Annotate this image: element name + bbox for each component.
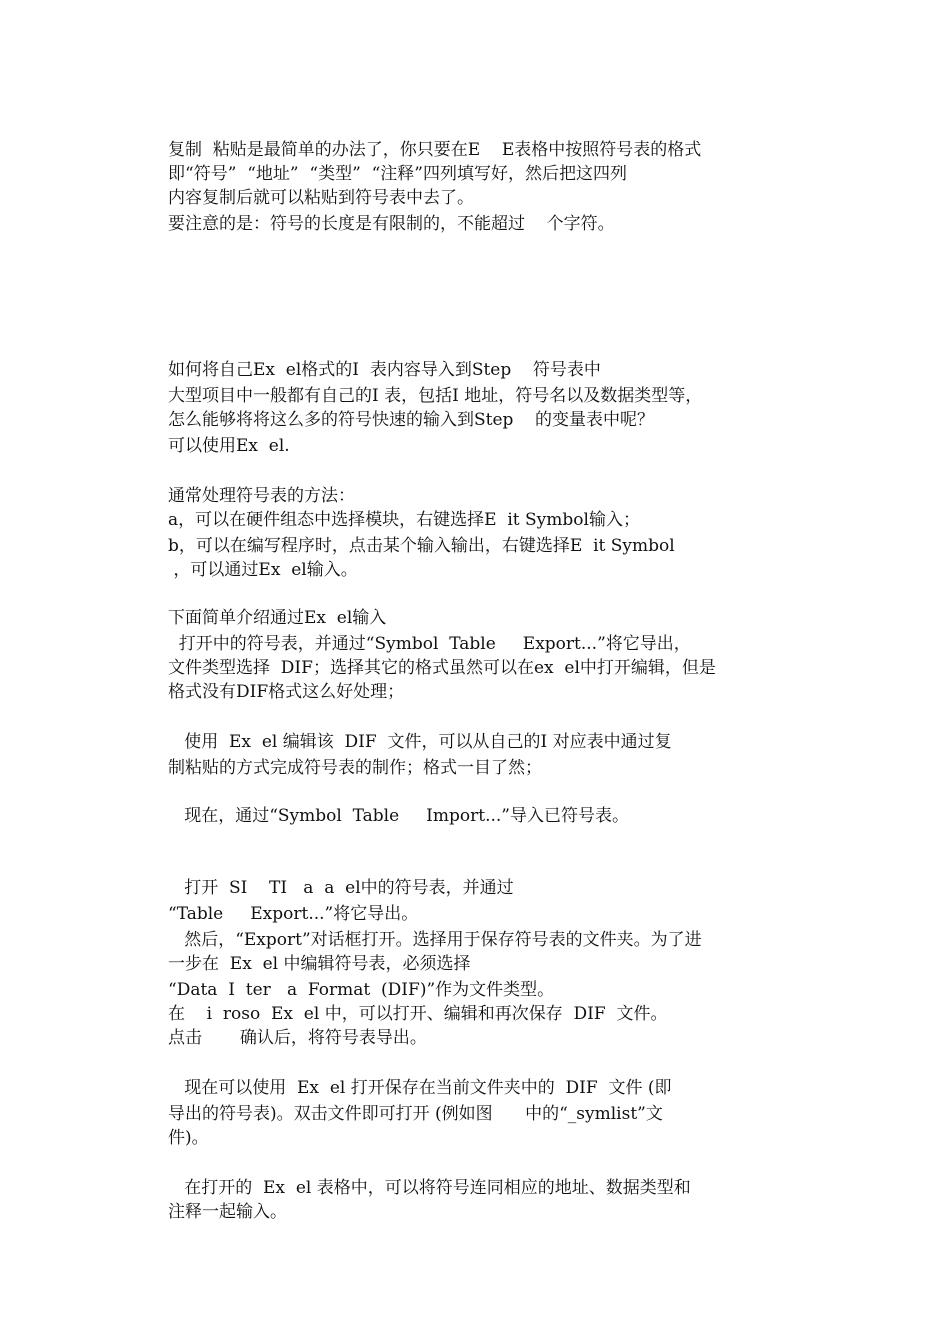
text-line: 件)。 bbox=[168, 1128, 209, 1148]
section-heading: 如何将自己Ex el格式的I 表内容导入到Step 符号表中 bbox=[168, 360, 601, 380]
text-line: 打开 SI TI a a el中的符号表，并通过 bbox=[168, 878, 514, 898]
text-line: 大型项目中一般都有自己的I 表，包括I 地址，符号名以及数据类型等， bbox=[168, 386, 703, 406]
text-line: 然后，“Export”对话框打开。选择用于保存符号表的文件夹。为了进 bbox=[168, 930, 702, 950]
text-line: 要注意的是：符号的长度是有限制的，不能超过 个字符。 bbox=[168, 214, 615, 234]
text-line: a，可以在硬件组态中选择模块，右键选择E it Symbol输入； bbox=[168, 510, 640, 530]
text-line: “Table Export...”将它导出。 bbox=[168, 904, 419, 924]
text-line: 格式没有DIF格式这么好处理； bbox=[168, 682, 405, 702]
text-line: 内容复制后就可以粘贴到符号表中去了。 bbox=[168, 188, 474, 208]
text-line: “Data I ter a Format (DIF)”作为文件类型。 bbox=[168, 980, 555, 1000]
text-line: 可以使用Ex el. bbox=[168, 436, 290, 456]
text-line: 文件类型选择 DIF；选择其它的格式虽然可以在ex el中打开编辑，但是 bbox=[168, 658, 716, 678]
text-line: 即“符号” “地址” “类型” “注释”四列填写好，然后把这四列 bbox=[168, 164, 627, 184]
text-line: 点击 确认后，将符号表导出。 bbox=[168, 1028, 427, 1048]
text-line: 注释一起输入。 bbox=[168, 1202, 287, 1222]
text-line: 导出的符号表)。双击文件即可打开 (例如图 中的“_symlist”文 bbox=[168, 1104, 663, 1124]
text-line: 怎么能够将将这么多的符号快速的输入到Step 的变量表中呢？ bbox=[168, 410, 655, 430]
text-line: 复制 粘贴是最简单的办法了，你只要在E E表格中按照符号表的格式 bbox=[168, 140, 702, 160]
text-line: 打开中的符号表，并通过“Symbol Table Export...”将它导出， bbox=[168, 634, 691, 654]
text-line: ，可以通过Ex el输入。 bbox=[168, 560, 358, 580]
text-line: b，可以在编写程序时，点击某个输入输出，右键选择E it Symbol bbox=[168, 536, 675, 556]
text-line: 制粘贴的方式完成符号表的制作；格式一目了然； bbox=[168, 758, 542, 778]
text-line: 现在可以使用 Ex el 打开保存在当前文件夹中的 DIF 文件 (即 bbox=[168, 1078, 672, 1098]
text-line: 一步在 Ex el 中编辑符号表，必须选择 bbox=[168, 954, 471, 974]
text-line: 现在，通过“Symbol Table Import...”导入已符号表。 bbox=[168, 806, 629, 826]
text-line: 在打开的 Ex el 表格中，可以将符号连同相应的地址、数据类型和 bbox=[168, 1178, 691, 1198]
text-line: 使用 Ex el 编辑该 DIF 文件，可以从自己的I 对应表中通过复 bbox=[168, 732, 672, 752]
text-line: 通常处理符号表的方法： bbox=[168, 486, 355, 506]
text-line: 下面简单介绍通过Ex el输入 bbox=[168, 608, 387, 628]
text-line: 在 i roso Ex el 中，可以打开、编辑和再次保存 DIF 文件。 bbox=[168, 1004, 668, 1024]
